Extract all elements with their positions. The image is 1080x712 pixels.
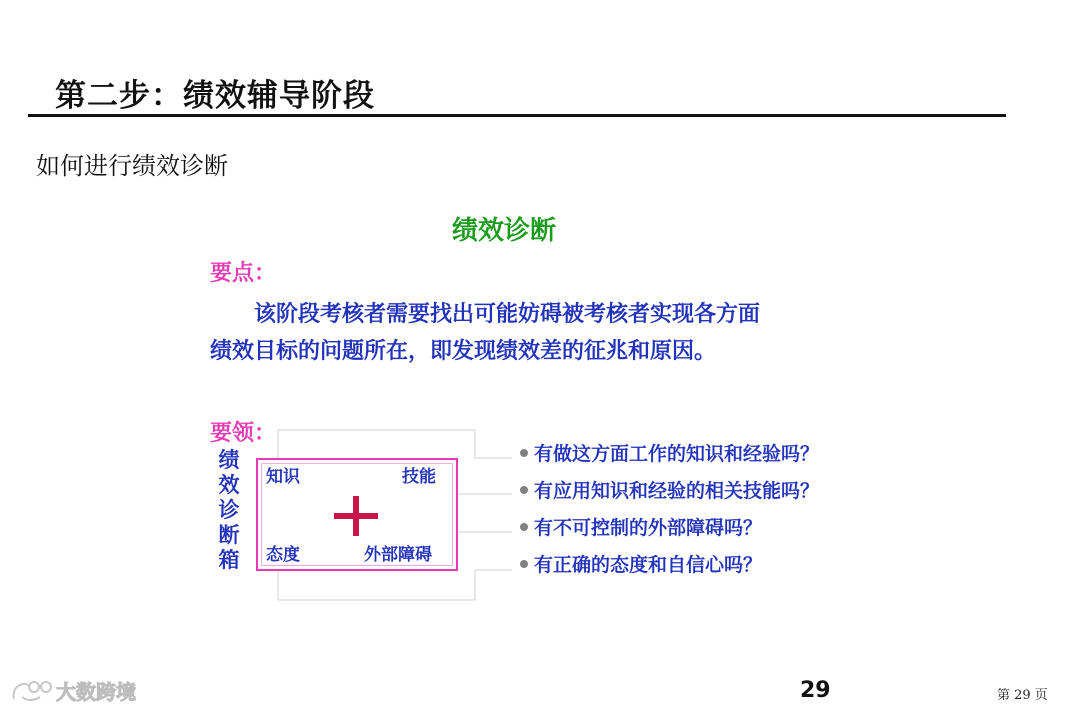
diagnosis-box-label-char: 断 [218,523,240,547]
plus-icon [334,496,378,536]
question-text: 有应用知识和经验的相关技能吗？ [534,480,820,502]
watermark [10,676,136,705]
diagnosis-box-label-char: 效 [218,473,240,497]
page-number: 29 [800,678,831,703]
quadrant-attitude: 态度 [266,545,300,565]
list-item [520,514,819,551]
diagnosis-box-label-char: 绩 [218,448,240,472]
slide-subtitle: 如何进行绩效诊断 [36,152,228,180]
list-item [520,477,819,514]
bullet-icon [520,523,528,531]
question-text: 有正确的态度和自信心吗？ [534,554,763,576]
slide-title: 第二步：绩效辅导阶段 [55,78,375,114]
list-item [520,440,819,477]
quadrant-external-obstacles: 外部障碍 [364,545,432,565]
key-points-label: 要点： [210,261,277,286]
section-heading: 绩效诊断 [452,216,557,246]
connector-line-1 [278,430,512,458]
question-text: 有做这方面工作的知识和经验吗？ [534,443,820,465]
question-list [520,440,819,588]
key-points-line-1: 该阶段考核者需要找出可能妨碍被考核者实现各方面 [254,302,761,327]
list-item [520,551,819,588]
diagnosis-box-label [214,448,244,573]
page-label: 第 29 页 [997,688,1048,703]
bullet-icon [520,486,528,494]
bullet-icon [520,449,528,457]
diagnosis-box-label-char: 诊 [218,498,240,522]
essentials-label: 要领： [210,421,277,446]
connector-line-4 [278,570,512,600]
quadrant-skill: 技能 [402,467,436,487]
question-text: 有不可控制的外部障碍吗？ [534,517,763,539]
logo-icon [10,677,54,705]
bullet-icon [520,560,528,568]
diagnosis-box-label-char: 箱 [218,548,240,572]
key-points-line-2: 绩效目标的问题所在，即发现绩效差的征兆和原因。 [210,339,717,364]
quadrant-knowledge: 知识 [266,467,300,487]
watermark-text: 大数跨境 [56,680,136,704]
